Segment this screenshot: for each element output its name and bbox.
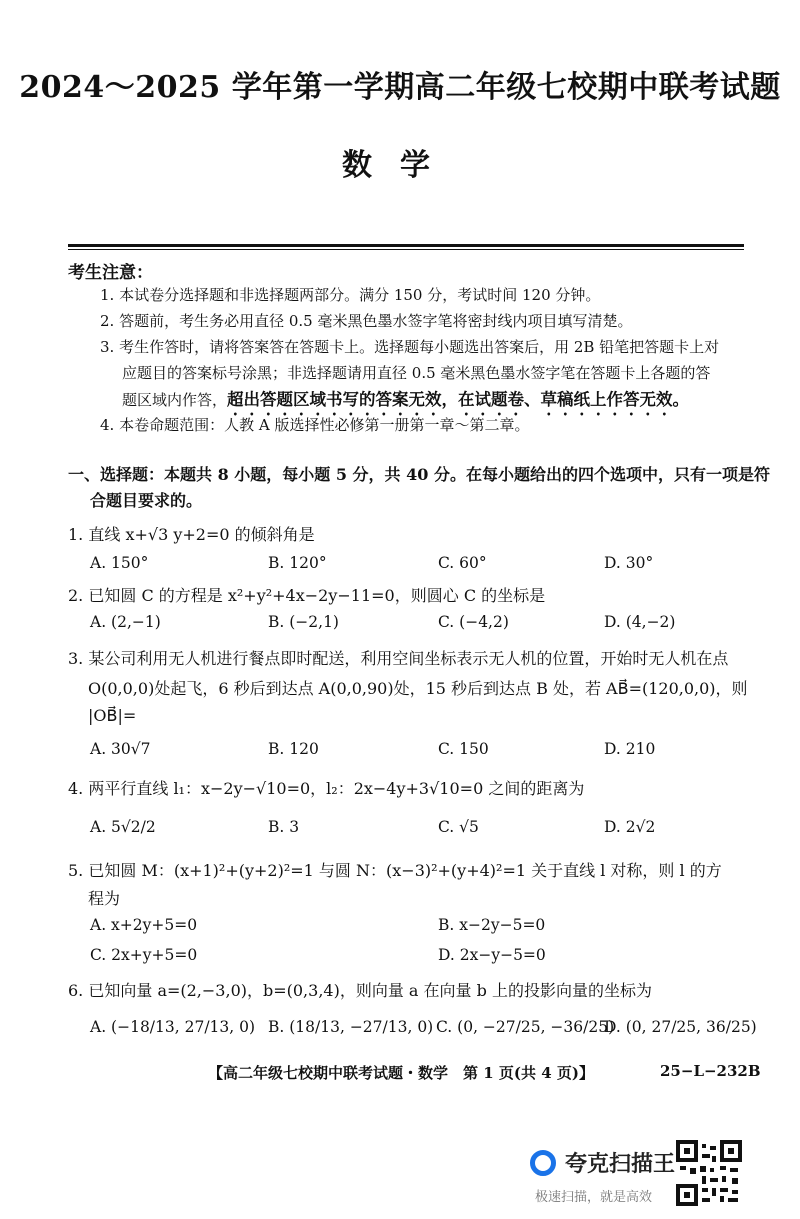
notice-item-4: 4. 本卷命题范围：人教 A 版选择性必修第一册第一章～第二章。 (100, 416, 530, 434)
notice-item-3-tail: 题区域内作答， (122, 391, 228, 409)
page-footer: 【高二年级七校期中联考试题・数学 第 1 页(共 4 页)】 (208, 1064, 594, 1082)
notice-title: 考生注意： (68, 263, 153, 283)
question-6-option-c: C. (0, −27/25, −36/25) (436, 1018, 615, 1036)
notice-item-3: 3. 考生作答时，请将答案答在答题卡上。选择题每小题选出答案后，用 2B 铅笔把答题卡上对 (100, 338, 720, 356)
question-5-stem-line-1: 5. 已知圆 M：(x+1)²+(y+2)²=1 与圆 N：(x−3)²+(y+4)²=1 关于直线 l 对称，则 l 的方 (68, 861, 722, 880)
question-6-option-d: D. (0, 27/25, 36/25) (604, 1018, 757, 1036)
question-4-option-b: B. 3 (268, 818, 300, 836)
notice-emphasis: 超出答题区域书写的答案无效，在试题卷、草稿纸上作答无效。 (227, 390, 690, 409)
scanner-logo-icon (530, 1150, 556, 1176)
question-3-option-c: C. 150 (438, 740, 489, 758)
question-4-option-c: C. √5 (438, 818, 479, 836)
question-2-option-d: D. (4,−2) (604, 613, 676, 631)
question-1-option-d: D. 30° (604, 554, 654, 572)
question-3-option-a: A. 30√7 (90, 740, 151, 758)
notice-item-2: 2. 答题前，考生务必用直径 0.5 毫米黑色墨水签字笔将密封线内项目填写清楚。 (100, 312, 633, 330)
notice-item-1: 1. 本试卷分选择题和非选择题两部分。满分 150 分，考试时间 120 分钟。 (100, 286, 601, 304)
scanner-brand: 夸克扫描王 (565, 1152, 676, 1177)
question-1-option-c: C. 60° (438, 554, 487, 572)
header-rule-thick (68, 244, 744, 247)
question-6-stem: 6. 已知向量 a=(2,−3,0)，b=(0,3,4)，则向量 a 在向量 b 上的投影向量的坐标为 (68, 981, 652, 1000)
question-3-stem-line-1: 3. 某公司利用无人机进行餐点即时配送，利用空间坐标表示无人机的位置，开始时无人机在点 (68, 649, 729, 668)
section-heading: 一、选择题：本题共 8 小题，每小题 5 分，共 40 分。在每小题给出的四个选项中，只有一项是符 (68, 465, 770, 484)
question-1-option-b: B. 120° (268, 554, 327, 572)
question-2-option-b: B. (−2,1) (268, 613, 339, 631)
paper-code: 25−L−232B (660, 1062, 761, 1080)
header-rule-thin (68, 249, 744, 250)
question-6-option-a: A. (−18/13, 27/13, 0) (90, 1018, 256, 1036)
question-2-stem: 2. 已知圆 C 的方程是 x²+y²+4x−2y−11=0，则圆心 C 的坐标是 (68, 586, 546, 605)
question-1-option-a: A. 150° (90, 554, 149, 572)
question-5-option-b: B. x−2y−5=0 (438, 916, 546, 934)
notice-item-3-cont: 应题目的答案标号涂黑；非选择题请用直径 0.5 毫米黑色墨水签字笔在答题卡上各题的答 (122, 364, 711, 382)
question-3-stem-line-2: O(0,0,0)处起飞，6 秒后到达点 A(0,0,90)处，15 秒后到达点 B 处，若 AB⃗=(120,0,0)，则 (88, 679, 748, 698)
subject-title: 数学 (342, 148, 458, 183)
question-2-option-c: C. (−4,2) (438, 613, 509, 631)
question-5-option-c: C. 2x+y+5=0 (90, 946, 198, 964)
question-4-option-a: A. 5√2/2 (90, 818, 156, 836)
question-3-option-d: D. 210 (604, 740, 656, 758)
question-6-option-b: B. (18/13, −27/13, 0) (268, 1018, 434, 1036)
exam-title: 2024～2025 学年第一学期高二年级七校期中联考试题 (19, 70, 781, 105)
question-4-option-d: D. 2√2 (604, 818, 656, 836)
question-4-stem: 4. 两平行直线 l₁：x−2y−√10=0，l₂：2x−4y+3√10=0 之间的距离为 (68, 779, 585, 798)
question-5-option-a: A. x+2y+5=0 (90, 916, 198, 934)
question-3-option-b: B. 120 (268, 740, 319, 758)
question-1-stem: 1. 直线 x+√3 y+2=0 的倾斜角是 (68, 525, 315, 544)
question-5-option-d: D. 2x−y−5=0 (438, 946, 546, 964)
scanner-slogan: 极速扫描，就是高效 (535, 1190, 653, 1205)
question-2-option-a: A. (2,−1) (90, 613, 161, 631)
question-5-stem-line-2: 程为 (88, 889, 121, 908)
qr-code-icon (676, 1140, 742, 1206)
section-heading-cont: 合题目要求的。 (90, 491, 203, 510)
question-3-stem-line-3: |OB⃗|= (88, 706, 137, 725)
